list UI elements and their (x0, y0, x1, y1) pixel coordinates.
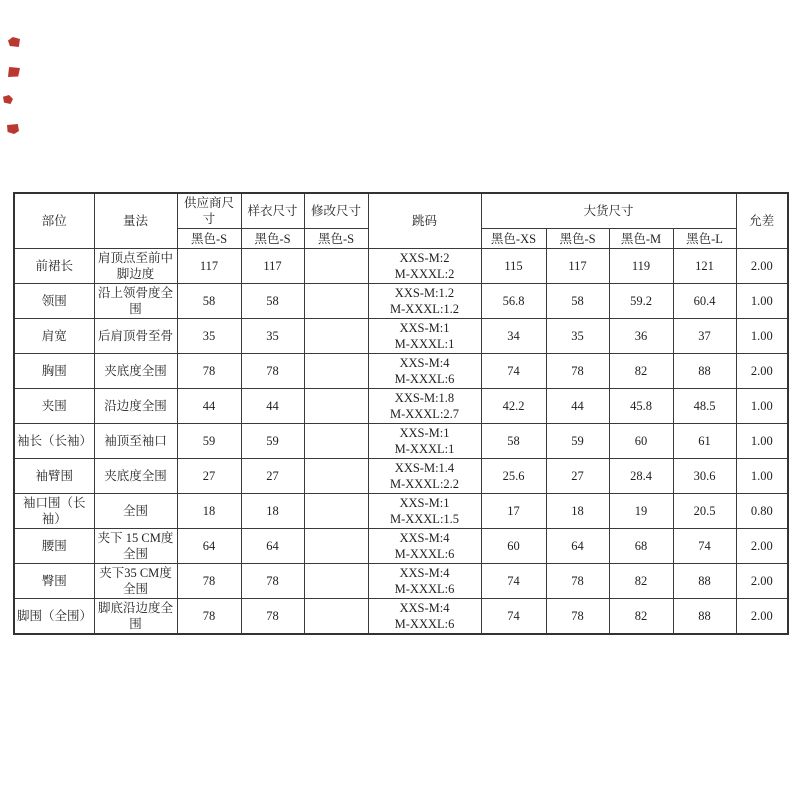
header-row-1 (14, 193, 788, 229)
grading-line-1: XXS-M:1 (399, 426, 450, 440)
cell-bulk-size: 74 (481, 354, 546, 389)
cell-tolerance: 2.00 (736, 564, 788, 599)
subheader-bulk-s: 黑色-S (546, 229, 609, 249)
cell-bulk-size: 37 (673, 319, 736, 354)
header-modified-size: 修改尺寸 (304, 193, 368, 229)
cell-supplier-size: 59 (177, 424, 241, 459)
cell-method: 袖顶至袖口 (94, 424, 177, 459)
table-row (14, 494, 788, 529)
cell-bulk-size: 88 (673, 564, 736, 599)
table-row (14, 599, 788, 635)
cell-grading (368, 599, 481, 635)
cell-sample-size: 27 (241, 459, 304, 494)
cell-part: 肩宽 (14, 319, 94, 354)
cell-sample-size: 59 (241, 424, 304, 459)
cell-sample-size: 35 (241, 319, 304, 354)
cell-bulk-size: 45.8 (609, 389, 673, 424)
cell-bulk-size: 74 (481, 599, 546, 635)
cell-sample-size: 78 (241, 599, 304, 635)
cell-method: 沿边度全围 (94, 389, 177, 424)
grading-line-1: XXS-M:1.4 (394, 461, 455, 475)
grading-line-1: XXS-M:4 (399, 531, 450, 545)
red-annotation-mark (3, 95, 13, 104)
cell-bulk-size: 82 (609, 354, 673, 389)
cell-part: 胸围 (14, 354, 94, 389)
cell-bulk-size: 74 (481, 564, 546, 599)
cell-part: 袖长（长袖） (14, 424, 94, 459)
grading-line-2: M-XXXL:6 (394, 547, 455, 561)
cell-bulk-size: 59.2 (609, 284, 673, 319)
cell-bulk-size: 61 (673, 424, 736, 459)
cell-modified-size (304, 284, 368, 319)
cell-supplier-size: 27 (177, 459, 241, 494)
cell-supplier-size: 64 (177, 529, 241, 564)
table-row (14, 529, 788, 564)
cell-grading (368, 424, 481, 459)
cell-bulk-size: 30.6 (673, 459, 736, 494)
cell-sample-size: 18 (241, 494, 304, 529)
cell-bulk-size: 64 (546, 529, 609, 564)
cell-modified-size (304, 424, 368, 459)
cell-modified-size (304, 249, 368, 284)
cell-tolerance: 1.00 (736, 284, 788, 319)
cell-part: 臀围 (14, 564, 94, 599)
cell-bulk-size: 78 (546, 599, 609, 635)
header-sample-size: 样衣尺寸 (241, 193, 304, 229)
cell-supplier-size: 44 (177, 389, 241, 424)
cell-part: 领围 (14, 284, 94, 319)
cell-method: 沿上领骨度全围 (94, 284, 177, 319)
cell-modified-size (304, 599, 368, 635)
cell-bulk-size: 68 (609, 529, 673, 564)
cell-tolerance: 1.00 (736, 319, 788, 354)
grading-line-1: XXS-M:2 (399, 251, 450, 265)
cell-bulk-size: 20.5 (673, 494, 736, 529)
cell-bulk-size: 60 (481, 529, 546, 564)
grading-line-1: XXS-M:4 (399, 566, 450, 580)
grading-line-2: M-XXXL:6 (394, 372, 455, 386)
cell-part: 前裙长 (14, 249, 94, 284)
cell-bulk-size: 74 (673, 529, 736, 564)
cell-supplier-size: 78 (177, 564, 241, 599)
cell-part: 袖口围（长袖） (14, 494, 94, 529)
cell-method: 后肩顶骨至骨 (94, 319, 177, 354)
cell-sample-size: 44 (241, 389, 304, 424)
cell-method: 夹底度全围 (94, 459, 177, 494)
table-row (14, 564, 788, 599)
cell-bulk-size: 35 (546, 319, 609, 354)
table-row (14, 354, 788, 389)
cell-bulk-size: 78 (546, 564, 609, 599)
cell-tolerance: 1.00 (736, 459, 788, 494)
cell-supplier-size: 58 (177, 284, 241, 319)
cell-grading (368, 319, 481, 354)
cell-modified-size (304, 319, 368, 354)
cell-bulk-size: 58 (546, 284, 609, 319)
cell-supplier-size: 78 (177, 599, 241, 635)
cell-grading (368, 284, 481, 319)
grading-line-1: XXS-M:4 (399, 356, 450, 370)
cell-modified-size (304, 529, 368, 564)
grading-line-1: XXS-M:1 (399, 496, 450, 510)
grading-line-2: M-XXXL:6 (394, 617, 455, 631)
cell-grading (368, 249, 481, 284)
grading-line-2: M-XXXL:2 (394, 267, 455, 281)
measurement-spec-table (13, 192, 789, 635)
table-row (14, 459, 788, 494)
cell-bulk-size: 117 (546, 249, 609, 284)
cell-sample-size: 117 (241, 249, 304, 284)
cell-bulk-size: 42.2 (481, 389, 546, 424)
grading-line-2: M-XXXL:1.2 (389, 302, 460, 316)
cell-bulk-size: 17 (481, 494, 546, 529)
table-row (14, 249, 788, 284)
cell-modified-size (304, 459, 368, 494)
cell-grading (368, 354, 481, 389)
cell-part: 脚围（全围） (14, 599, 94, 635)
cell-tolerance: 1.00 (736, 389, 788, 424)
grading-line-1: XXS-M:1.2 (394, 286, 455, 300)
cell-method: 夹下 15 CM度全围 (94, 529, 177, 564)
subheader-modified-color: 黑色-S (304, 229, 368, 249)
cell-bulk-size: 48.5 (673, 389, 736, 424)
cell-bulk-size: 34 (481, 319, 546, 354)
cell-bulk-size: 25.6 (481, 459, 546, 494)
red-annotation-mark (8, 67, 20, 77)
cell-method: 夹下35 CM度全围 (94, 564, 177, 599)
cell-method: 肩顶点至前中脚边度 (94, 249, 177, 284)
cell-bulk-size: 44 (546, 389, 609, 424)
cell-sample-size: 58 (241, 284, 304, 319)
cell-bulk-size: 60.4 (673, 284, 736, 319)
cell-part: 夹围 (14, 389, 94, 424)
table-row (14, 284, 788, 319)
cell-tolerance: 0.80 (736, 494, 788, 529)
grading-line-1: XXS-M:4 (399, 601, 450, 615)
cell-part: 腰围 (14, 529, 94, 564)
grading-line-2: M-XXXL:2.7 (389, 407, 460, 421)
subheader-bulk-l: 黑色-L (673, 229, 736, 249)
cell-bulk-size: 82 (609, 599, 673, 635)
cell-modified-size (304, 564, 368, 599)
cell-bulk-size: 56.8 (481, 284, 546, 319)
table-row (14, 389, 788, 424)
cell-bulk-size: 78 (546, 354, 609, 389)
red-annotation-mark (8, 37, 20, 47)
cell-supplier-size: 78 (177, 354, 241, 389)
grading-line-2: M-XXXL:2.2 (389, 477, 460, 491)
cell-sample-size: 64 (241, 529, 304, 564)
cell-grading (368, 459, 481, 494)
cell-grading (368, 389, 481, 424)
cell-modified-size (304, 494, 368, 529)
cell-tolerance: 2.00 (736, 354, 788, 389)
cell-bulk-size: 121 (673, 249, 736, 284)
cell-tolerance: 2.00 (736, 529, 788, 564)
header-part: 部位 (14, 193, 94, 249)
cell-bulk-size: 88 (673, 599, 736, 635)
cell-bulk-size: 19 (609, 494, 673, 529)
cell-tolerance: 2.00 (736, 249, 788, 284)
subheader-sample-color: 黑色-S (241, 229, 304, 249)
cell-grading (368, 494, 481, 529)
red-annotation-mark (7, 124, 19, 134)
header-grading: 跳码 (368, 193, 481, 249)
cell-grading (368, 529, 481, 564)
cell-grading (368, 564, 481, 599)
cell-bulk-size: 58 (481, 424, 546, 459)
cell-bulk-size: 18 (546, 494, 609, 529)
cell-bulk-size: 82 (609, 564, 673, 599)
cell-sample-size: 78 (241, 354, 304, 389)
cell-bulk-size: 27 (546, 459, 609, 494)
table-row (14, 319, 788, 354)
grading-line-2: M-XXXL:1 (394, 442, 455, 456)
table-row (14, 424, 788, 459)
cell-method: 脚底沿边度全围 (94, 599, 177, 635)
grading-line-1: XXS-M:1.8 (394, 391, 455, 405)
grading-line-2: M-XXXL:1.5 (389, 512, 460, 526)
subheader-supplier-color: 黑色-S (177, 229, 241, 249)
grading-line-2: M-XXXL:6 (394, 582, 455, 596)
cell-bulk-size: 28.4 (609, 459, 673, 494)
cell-part: 袖臂围 (14, 459, 94, 494)
cell-tolerance: 2.00 (736, 599, 788, 635)
cell-bulk-size: 88 (673, 354, 736, 389)
subheader-bulk-m: 黑色-M (609, 229, 673, 249)
grading-line-1: XXS-M:1 (399, 321, 450, 335)
cell-method: 全围 (94, 494, 177, 529)
cell-supplier-size: 117 (177, 249, 241, 284)
subheader-bulk-xs: 黑色-XS (481, 229, 546, 249)
cell-supplier-size: 35 (177, 319, 241, 354)
cell-bulk-size: 119 (609, 249, 673, 284)
header-method: 量法 (94, 193, 177, 249)
header-tolerance: 允差 (736, 193, 788, 249)
cell-modified-size (304, 389, 368, 424)
cell-bulk-size: 59 (546, 424, 609, 459)
cell-bulk-size: 36 (609, 319, 673, 354)
cell-bulk-size: 115 (481, 249, 546, 284)
header-supplier-size: 供应商尺寸 (177, 193, 241, 229)
grading-line-2: M-XXXL:1 (394, 337, 455, 351)
header-bulk-size: 大货尺寸 (481, 193, 736, 229)
cell-bulk-size: 60 (609, 424, 673, 459)
cell-supplier-size: 18 (177, 494, 241, 529)
cell-tolerance: 1.00 (736, 424, 788, 459)
cell-sample-size: 78 (241, 564, 304, 599)
cell-method: 夹底度全围 (94, 354, 177, 389)
cell-modified-size (304, 354, 368, 389)
